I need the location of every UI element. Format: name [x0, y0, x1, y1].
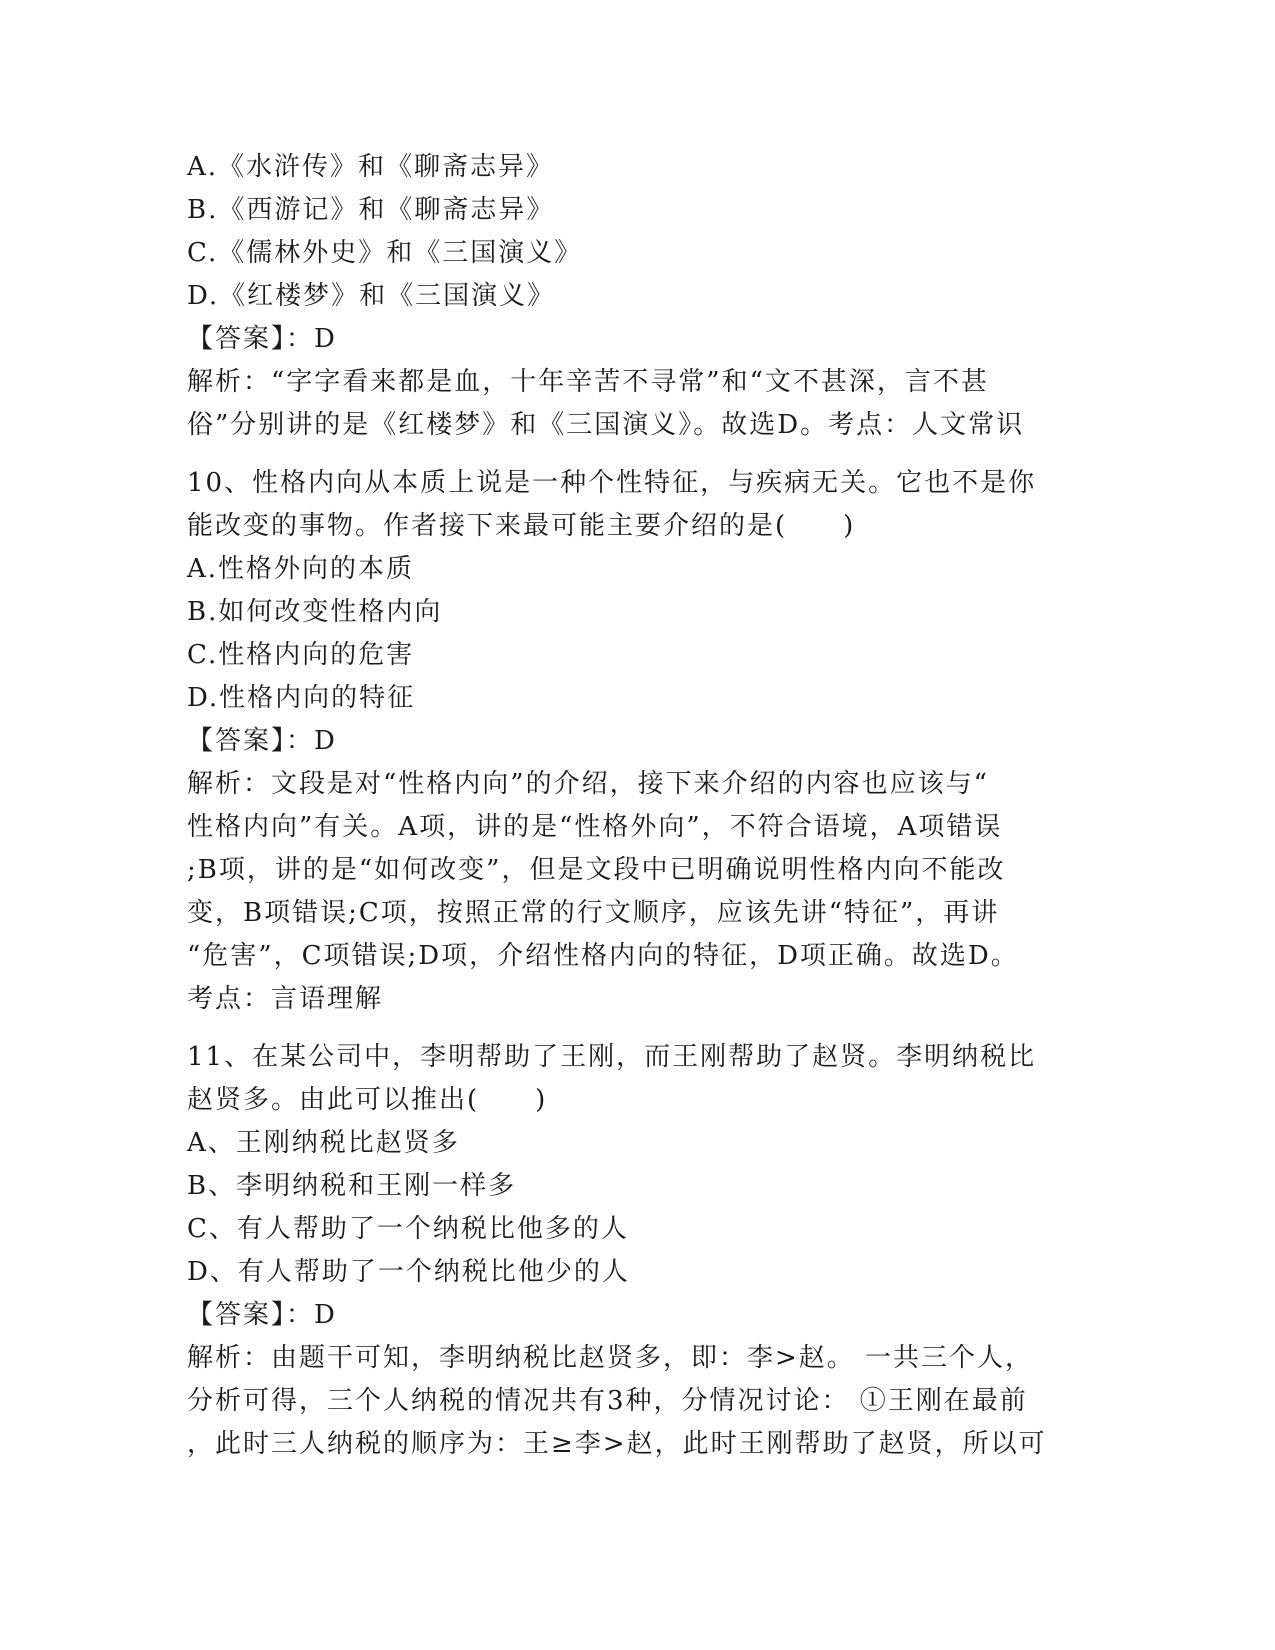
spacer	[187, 1021, 1087, 1036]
q11-analysis-line: 分析可得，三个人纳税的情况共有3种，分情况讨论： ①王刚在最前	[187, 1386, 1028, 1416]
q10-option-d: D.性格内向的特征	[187, 683, 416, 713]
spacer	[187, 447, 1087, 462]
q11-option-b: B、李明纳税和王刚一样多	[187, 1171, 517, 1201]
q11-analysis-line: 解析：由题干可知，李明纳税比赵贤多，即：李>赵。 一共三个人，	[187, 1343, 1034, 1373]
q10-option-c: C.性格内向的危害	[187, 640, 415, 670]
question-9	[187, 146, 1087, 447]
q10-analysis-line: 性格内向”有关。A项，讲的是“性格外向”，不符合语境，A项错误	[187, 812, 1003, 842]
q10-analysis-line: ;B项，讲的是“如何改变”，但是文段中已明确说明性格内向不能改	[187, 855, 1006, 885]
document-page	[187, 146, 1087, 1466]
q11-option-d: D、有人帮助了一个纳税比他少的人	[187, 1257, 630, 1287]
q10-option-b: B.如何改变性格内向	[187, 597, 443, 627]
q10-option-a: A.性格外向的本质	[187, 554, 415, 584]
q9-answer: 【答案】：D	[187, 324, 337, 354]
q11-option-a: A、王刚纳税比赵贤多	[187, 1128, 460, 1158]
q11-analysis-line: ，此时三人纳税的顺序为：王≥李>赵，此时王刚帮助了赵贤，所以可	[187, 1429, 1047, 1459]
q9-analysis-line: 俗”分别讲的是《红楼梦》和《三国演义》。故选D。考点：人文常识	[187, 410, 1025, 440]
q11-stem-line: 赵贤多。由此可以推出( )	[187, 1085, 548, 1115]
q9-option-d: D.《红楼梦》和《三国演义》	[187, 281, 556, 311]
q10-analysis-line: 变，B项错误;C项，按照正常的行文顺序，应该先讲“特征”，再讲	[187, 898, 1000, 928]
q10-analysis-line: 考点：言语理解	[187, 984, 384, 1014]
q10-analysis-line: 解析：文段是对“性格内向”的介绍，接下来介绍的内容也应该与“	[187, 769, 989, 799]
question-11	[187, 1036, 1087, 1466]
q10-stem-line: 10、性格内向从本质上说是一种个性特征，与疾病无关。它也不是你	[187, 468, 1037, 498]
q11-answer: 【答案】：D	[187, 1300, 337, 1330]
q11-stem-line: 11、在某公司中，李明帮助了王刚，而王刚帮助了赵贤。李明纳税比	[187, 1042, 1037, 1072]
q11-option-c: C、有人帮助了一个纳税比他多的人	[187, 1214, 629, 1244]
q10-stem-line: 能改变的事物。作者接下来最可能主要介绍的是( )	[187, 511, 856, 541]
q9-option-c: C.《儒林外史》和《三国演义》	[187, 238, 583, 268]
q9-option-a: A.《水浒传》和《聊斋志异》	[187, 152, 555, 182]
q10-answer: 【答案】：D	[187, 726, 337, 756]
q9-analysis-line: 解析：“字字看来都是血，十年辛苦不寻常”和“文不甚深，言不甚	[187, 367, 989, 397]
question-10	[187, 462, 1087, 1021]
q9-option-b: B.《西游记》和《聊斋志异》	[187, 195, 555, 225]
q10-analysis-line: “危害”，C项错误;D项，介绍性格内向的特征，D项正确。故选D。	[187, 941, 1019, 971]
